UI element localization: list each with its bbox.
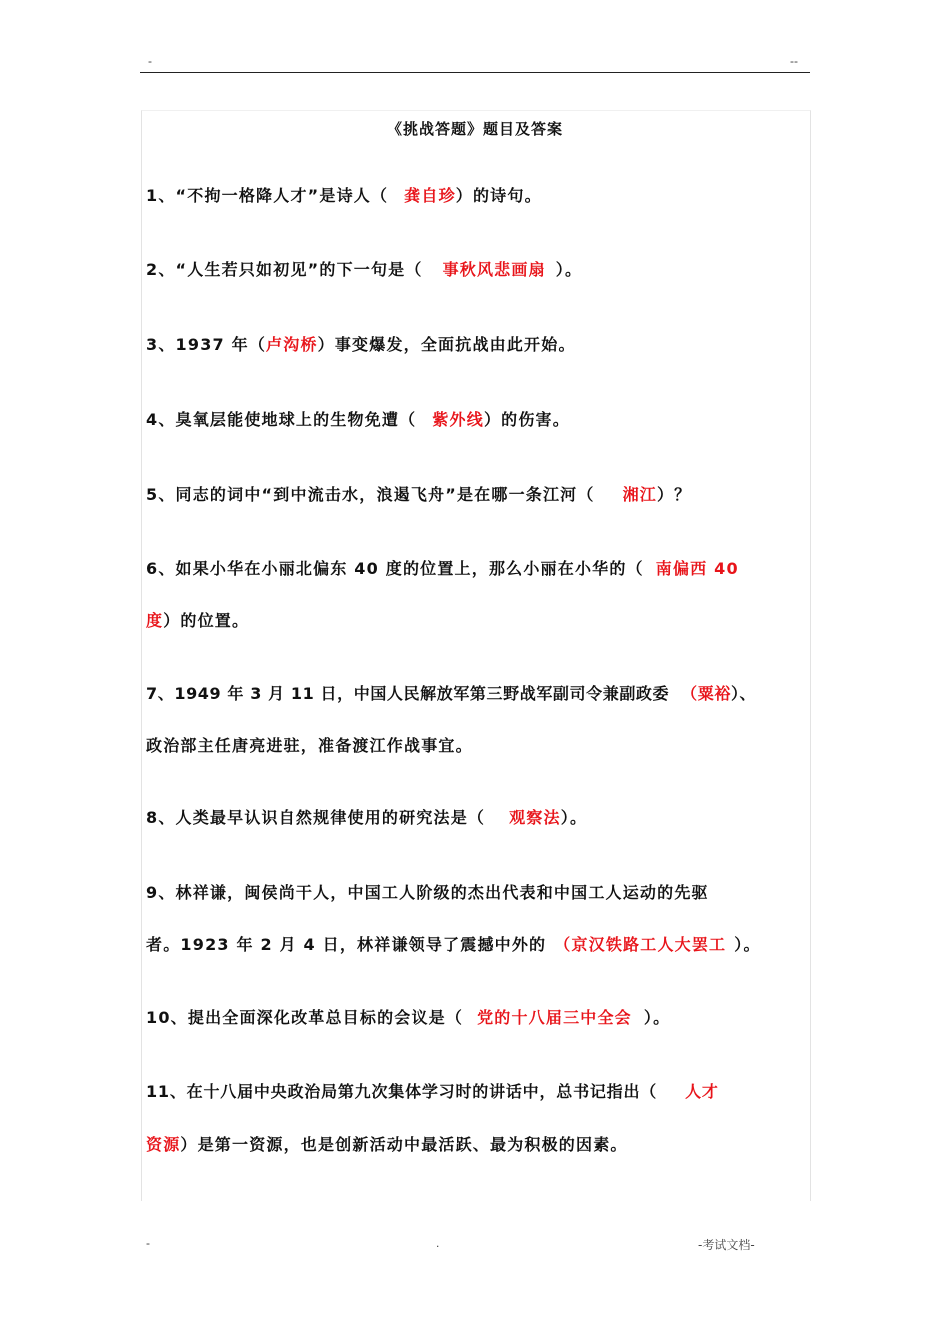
question-4: 4、臭氧层能使地球上的生物免遭（ 紫外线）的伤害。 — [146, 410, 570, 429]
question-3: 3、1937 年（卢沟桥）事变爆发，全面抗战由此开始。 — [146, 335, 576, 354]
answer-2: 事秋风悲画扇 — [442, 260, 546, 279]
question-2: 2、“人生若只如初见”的下一句是（ 事秋风悲画扇 ）。 — [146, 260, 583, 279]
footer-doc-label: -考试文档- — [698, 1238, 755, 1252]
answer-1: 龚自珍 — [404, 186, 456, 205]
header-left-mark: - — [148, 54, 152, 68]
answer-7: （粟裕 — [681, 684, 731, 703]
answer-6-part-1: 南偏西 40 — [655, 559, 739, 578]
question-9-line-2: 者。1923 年 2 月 4 日，林祥谦领导了震撼中外的 （京汉铁路工人大罢工 ）。 — [146, 935, 761, 954]
question-6-line-1: 6、如果小华在小丽北偏东 40 度的位置上，那么小丽在小华的（ 南偏西 40 — [146, 559, 739, 578]
question-5: 5、同志的词中“到中流击水，浪遏飞舟”是在哪一条江河（ 湘江）？ — [146, 485, 692, 504]
question-6-line-2: 度）的位置。 — [146, 611, 250, 630]
question-11-line-2: 资源）是第一资源，也是创新活动中最活跃、最为积极的因素。 — [146, 1135, 628, 1154]
footer-mid-mark: . — [436, 1236, 440, 1250]
answer-10: 党的十八届三中全会 — [477, 1008, 632, 1027]
question-8: 8、人类最早认识自然规律使用的研究法是（ 观察法）。 — [146, 808, 588, 827]
answer-5: 湘江 — [622, 485, 657, 504]
answer-11-part-2: 资源 — [146, 1135, 181, 1154]
header-rule — [140, 72, 810, 73]
header-right-mark: -- — [790, 54, 798, 68]
footer-left-mark: - — [146, 1236, 150, 1250]
question-7-line-2: 政治部主任唐亮进驻，准备渡江作战事宜。 — [146, 736, 473, 755]
question-9-line-1: 9、林祥谦，闽侯尚干人，中国工人阶级的杰出代表和中国工人运动的先驱 — [146, 883, 709, 902]
question-10: 10、提出全面深化改革总目标的会议是（ 党的十八届三中全会 ）。 — [146, 1008, 671, 1027]
question-7-line-1: 7、1949 年 3 月 11 日，中国人民解放军第三野战军副司令兼副政委 （粟裕）、 — [146, 684, 757, 703]
answer-4: 紫外线 — [432, 410, 484, 429]
answer-9: （京汉铁路工人大罢工 — [554, 935, 727, 954]
page-title: 《挑战答题》题目及答案 — [386, 120, 563, 138]
answer-11-part-1: 人才 — [685, 1082, 719, 1101]
question-1: 1、“不拘一格降人才”是诗人（ 龚自珍）的诗句。 — [146, 186, 542, 205]
answer-3: 卢沟桥 — [266, 335, 318, 354]
answer-8: 观察法 — [509, 808, 561, 827]
answer-6-part-2: 度 — [146, 611, 164, 630]
question-11-line-1: 11、在十八届中央政治局第九次集体学习时的讲话中，总书记指出（ 人才 — [146, 1082, 719, 1101]
